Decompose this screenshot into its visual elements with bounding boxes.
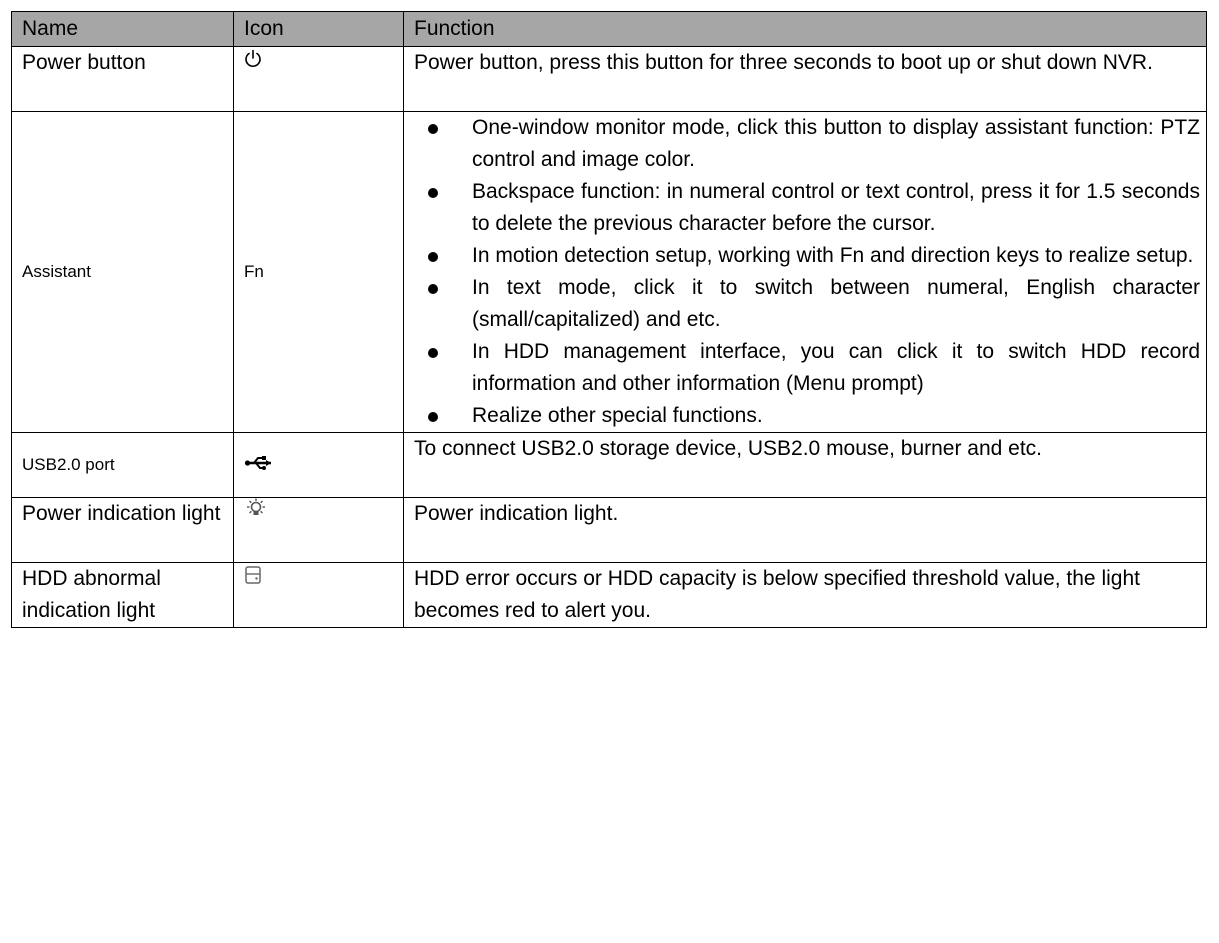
table-row <box>12 563 1207 628</box>
bullet-dot-icon <box>428 252 438 262</box>
usb-icon <box>244 449 274 481</box>
fn-icon-label: Fn <box>234 112 404 433</box>
bullet-item <box>414 112 1200 176</box>
header-name: Name <box>12 12 234 47</box>
bullet-dot-icon <box>428 348 438 358</box>
bullet-item <box>414 400 1200 432</box>
bullet-dot-icon <box>428 124 438 134</box>
lightbulb-icon <box>244 498 268 531</box>
row-icon-cell <box>234 433 404 498</box>
bullet-item <box>414 240 1200 272</box>
row-name: Power button <box>12 47 234 112</box>
header-icon: Icon <box>234 12 404 47</box>
row-function: To connect USB2.0 storage device, USB2.0 mouse, burner and etc. <box>404 433 1207 498</box>
front-panel-function-table <box>11 11 1207 628</box>
row-name: Assistant <box>12 112 234 433</box>
bullet-text: Realize other special functions. <box>472 404 763 427</box>
bullet-item <box>414 176 1200 240</box>
row-icon-cell <box>234 498 404 563</box>
row-function: Power indication light. <box>404 498 1207 563</box>
row-function: HDD error occurs or HDD capacity is below specified threshold value, the light becomes red to alert you. <box>404 563 1207 628</box>
power-icon <box>244 47 262 79</box>
row-function <box>404 112 1207 433</box>
bullet-dot-icon <box>428 284 438 294</box>
bullet-text: One-window monitor mode, click this button to display assistant function: PTZ control and image color. <box>472 116 1200 171</box>
row-icon-cell <box>234 563 404 628</box>
row-icon-cell <box>234 47 404 112</box>
bullet-dot-icon <box>428 412 438 422</box>
bullet-text: In motion detection setup, working with Fn and direction keys to realize setup. <box>472 244 1194 267</box>
header-function: Function <box>404 12 1207 47</box>
function-bullet-list <box>414 112 1200 432</box>
bullet-text: In HDD management interface, you can click it to switch HDD record information and other information (Menu prompt) <box>472 340 1200 395</box>
row-function: Power button, press this button for three seconds to boot up or shut down NVR. <box>404 47 1207 112</box>
row-name: Power indication light <box>12 498 234 563</box>
bullet-item <box>414 272 1200 336</box>
table-header-row <box>12 12 1207 47</box>
bullet-item <box>414 336 1200 400</box>
bullet-text: Backspace function: in numeral control or text control, press it for 1.5 seconds to delete the previous character before the cursor. <box>472 180 1200 235</box>
bullet-text: In text mode, click it to switch between numeral, English character (small/capitalized) and etc. <box>472 276 1200 331</box>
row-name: HDD abnormal indication light <box>12 563 234 628</box>
table-row <box>12 433 1207 498</box>
table-row <box>12 498 1207 563</box>
hdd-icon <box>244 564 262 596</box>
row-name: USB2.0 port <box>12 433 234 498</box>
table-row <box>12 47 1207 112</box>
table-row <box>12 112 1207 433</box>
bullet-dot-icon <box>428 188 438 198</box>
